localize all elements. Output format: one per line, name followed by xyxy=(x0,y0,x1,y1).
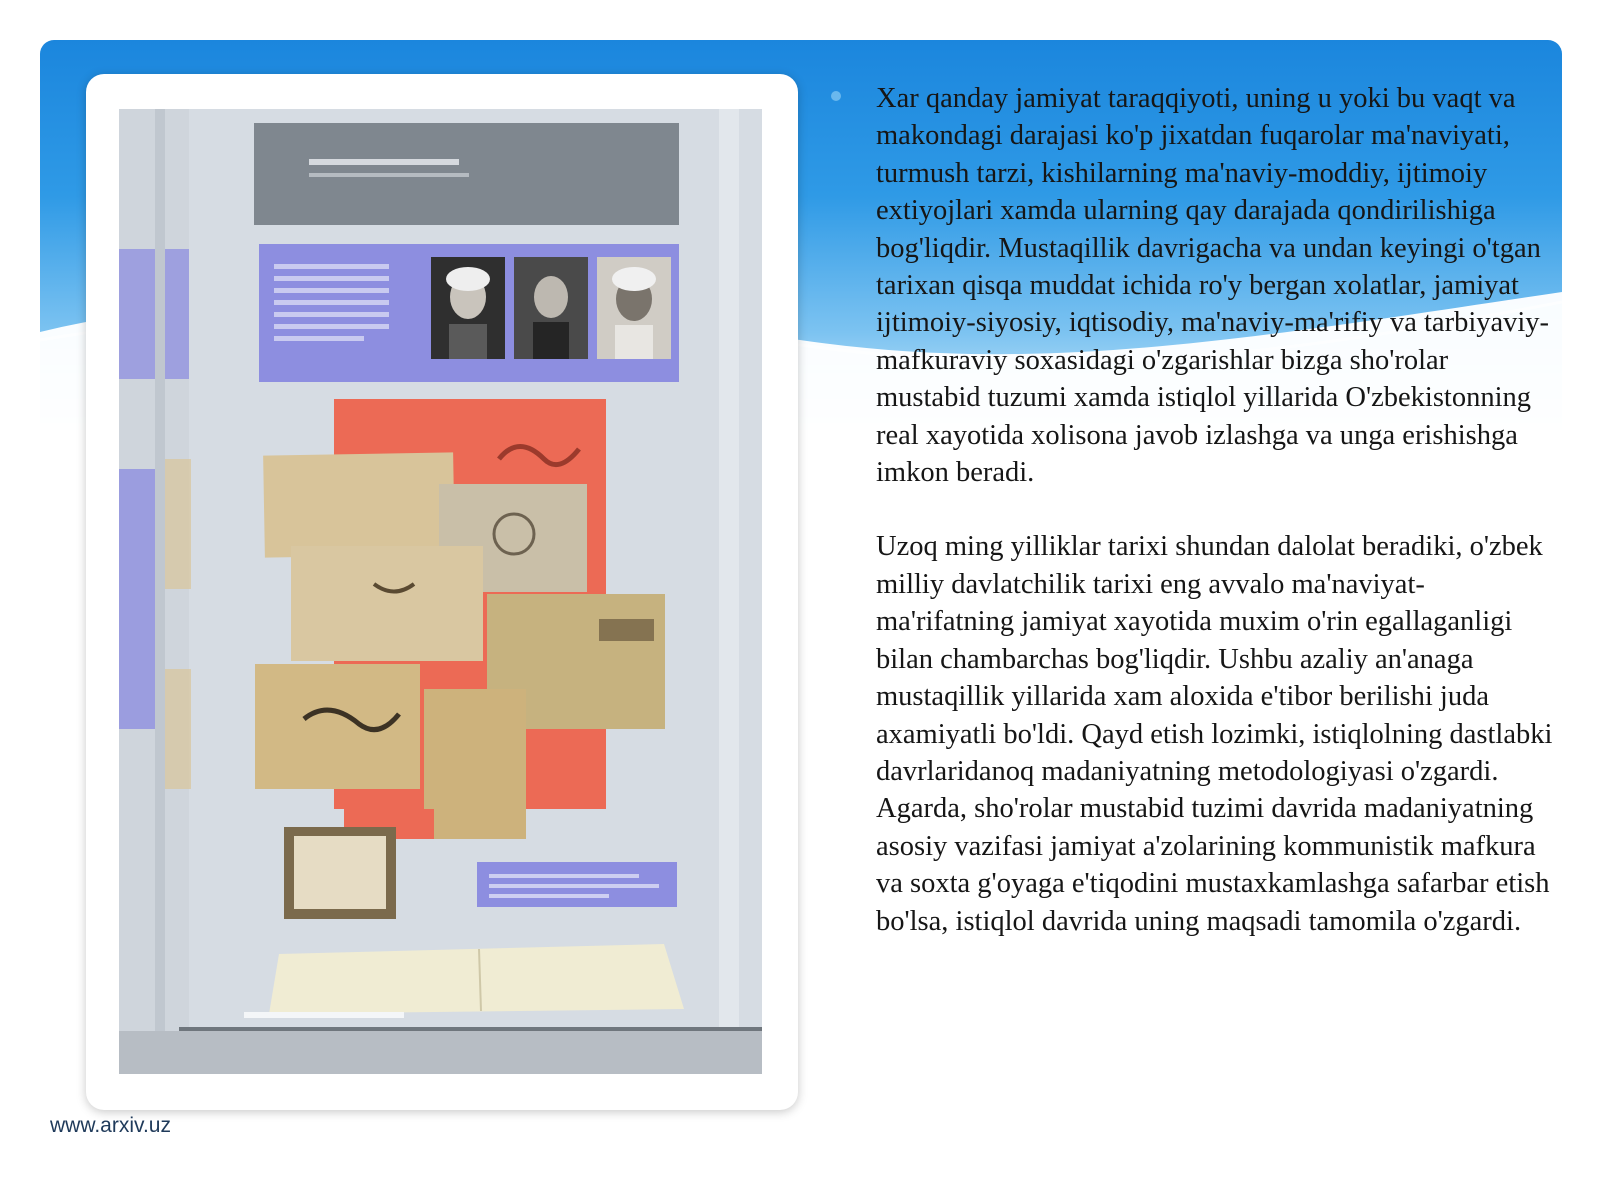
text-column xyxy=(876,80,1556,977)
paragraph-2: Uzoq ming yilliklar tarixi shundan dalolat beradiki, o'zbek milliy davlatchilik tarixi eng avvalo ma'naviyat-ma'rifatning jamiyat xayotida muxim o'rin egallaganligi bilan chambarchas bog'liqdir. Ushbu azaliy an'anaga mustaqillik yillarida xam aloxida e'tibor berilishi juda axamiyatli bo'ldi. Qayd etish lozimki, istiqlolning dastlabki davrlaridanoq madaniyatning metodologiyasi o'zgardi. Agarda, sho'rolar mustabid tuzimi davrida madaniyatning asosiy vazifasi jamiyat a'zolarining kommunistik mafkura va soxta g'oyaga e'tiqodini mustaxkamlashga safarbar etish bo'lsa, istiqlol davrida uning maqsadi tamomila o'zgardi. xyxy=(876,531,1553,937)
bullet-dot xyxy=(831,91,841,101)
museum-display-photo xyxy=(119,109,762,1074)
paragraph-1: Xar qanday jamiyat taraqqiyoti, uning u yoki bu vaqt va makondagi darajasi ko'p jixatdan fuqarolar ma'naviyati, turmush tarzi, kishilarning ma'naviy-moddiy, ijtimoiy extiyojlari xamda ularning qay darajada qondirilishiga bog'liqdir. Mustaqillik davrigacha va undan keyingi o'tgan tarixan qisqa muddat ichida ro'y bergan xolatlar, jamiyat ijtimoiy-siyosiy, iqtisodiy, ma'naviy-ma'rifiy va tarbiyaviy-mafkuraviy soxasidagi o'zgarishlar bizga sho'rolar mustabid tuzumi xamda istiqlol yillarida O'zbekistonning real xayotida xolisona javob izlashga va unga erishishga imkon beradi. xyxy=(876,83,1550,489)
display-case-illustration xyxy=(119,109,762,1074)
photo-frame xyxy=(86,74,798,1110)
footer-url[interactable]: www.arxiv.uz xyxy=(50,1114,171,1137)
